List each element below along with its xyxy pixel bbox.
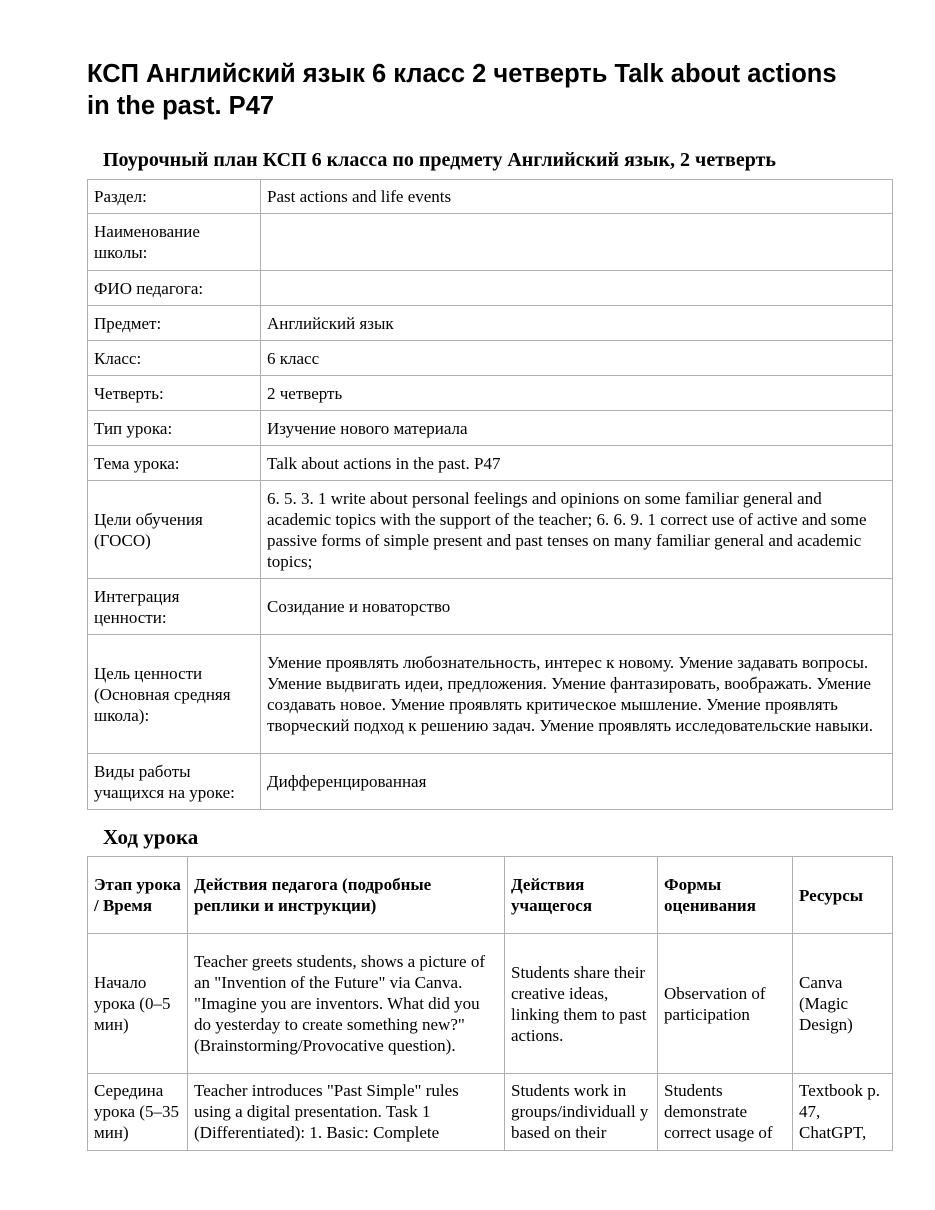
table-cell: Observation of participation: [658, 934, 793, 1074]
row-label: Цель ценности (Основная средняя школа):: [88, 635, 261, 754]
row-value: Дифференцированная: [261, 754, 893, 810]
table-row: [88, 934, 893, 1074]
row-value: Умение проявлять любознательность, интерес к новому. Умение задавать вопросы. Умение выдвигать идеи, предложения. Умение фантазировать, воображать. Умение создавать новое. Умение проявлять критическое мышление. Умение проявлять творческий подход к решению задач. Умение проявлять исследовательские навыки.: [261, 635, 893, 754]
lesson-info-table: [87, 179, 893, 810]
row-value: Английский язык: [261, 306, 893, 341]
table-cell: Canva (Magic Design): [793, 934, 893, 1074]
row-label: Цели обучения (ГОСО): [88, 481, 261, 579]
table-row: [88, 341, 893, 376]
steps-table-viewport: [80, 856, 910, 1151]
plan-subtitle: Поурочный план КСП 6 класса по предмету Английский язык, 2 четверть: [103, 149, 776, 171]
table-row: [88, 376, 893, 411]
row-value: 2 четверть: [261, 376, 893, 411]
table-cell: Textbook p. 47, ChatGPT,: [793, 1074, 893, 1151]
row-label: Тема урока:: [88, 446, 261, 481]
table-row: [88, 306, 893, 341]
lesson-steps-table: [87, 856, 893, 1151]
row-value: Talk about actions in the past. P47: [261, 446, 893, 481]
table-cell: Teacher introduces "Past Simple" rules using a digital presentation. Task 1 (Differentiated): 1. Basic: Complete: [188, 1074, 505, 1151]
row-label: Виды работы учащихся на уроке:: [88, 754, 261, 810]
row-value: [261, 214, 893, 271]
table-row: [88, 271, 893, 306]
row-label: Тип урока:: [88, 411, 261, 446]
table-cell: Начало урока (0–5 мин): [88, 934, 188, 1074]
row-label: Предмет:: [88, 306, 261, 341]
table-row: [88, 1074, 893, 1151]
table-cell: Students work in groups/individuall y based on their: [505, 1074, 658, 1151]
column-header: Действия педагога (подробные реплики и инструкции): [188, 857, 505, 934]
row-value: Past actions and life events: [261, 180, 893, 214]
column-header: Формы оценивания: [658, 857, 793, 934]
table-cell: Середина урока (5–35 мин): [88, 1074, 188, 1151]
table-row: [88, 635, 893, 754]
table-cell: Students share their creative ideas, linking them to past actions.: [505, 934, 658, 1074]
lesson-section-title: Ход урока: [103, 825, 199, 849]
table-header-row: [88, 857, 893, 934]
row-value: Созидание и новаторство: [261, 579, 893, 635]
row-label: ФИО педагога:: [88, 271, 261, 306]
row-label: Четверть:: [88, 376, 261, 411]
table-row: [88, 446, 893, 481]
row-value: 6. 5. 3. 1 write about personal feelings and opinions on some familiar general and academic topics with the support of the teacher; 6. 6. 9. 1 correct use of active and some passive forms of simple present and past tenses on many familiar general and academic topics;: [261, 481, 893, 579]
column-header: Ресурсы: [793, 857, 893, 934]
table-row: [88, 579, 893, 635]
document-title: КСП Английский язык 6 класс 2 четверть Talk about actions in the past. P47: [87, 60, 837, 120]
table-row: [88, 754, 893, 810]
table-row: [88, 180, 893, 214]
row-label: Класс:: [88, 341, 261, 376]
row-value: Изучение нового материала: [261, 411, 893, 446]
table-row: [88, 214, 893, 271]
row-value: [261, 271, 893, 306]
row-value: 6 класс: [261, 341, 893, 376]
table-cell: Teacher greets students, shows a picture of an "Invention of the Future" via Canva. "Imagine you are inventors. What did you do yesterday to create something new?" (Brainstorming/Provocative question).: [188, 934, 505, 1074]
table-cell: Students demonstrate correct usage of: [658, 1074, 793, 1151]
row-label: Раздел:: [88, 180, 261, 214]
table-row: [88, 481, 893, 579]
column-header: Этап урока / Время: [88, 857, 188, 934]
row-label: Наименование школы:: [88, 214, 261, 271]
table-row: [88, 411, 893, 446]
row-label: Интеграция ценности:: [88, 579, 261, 635]
column-header: Действия учащегося: [505, 857, 658, 934]
